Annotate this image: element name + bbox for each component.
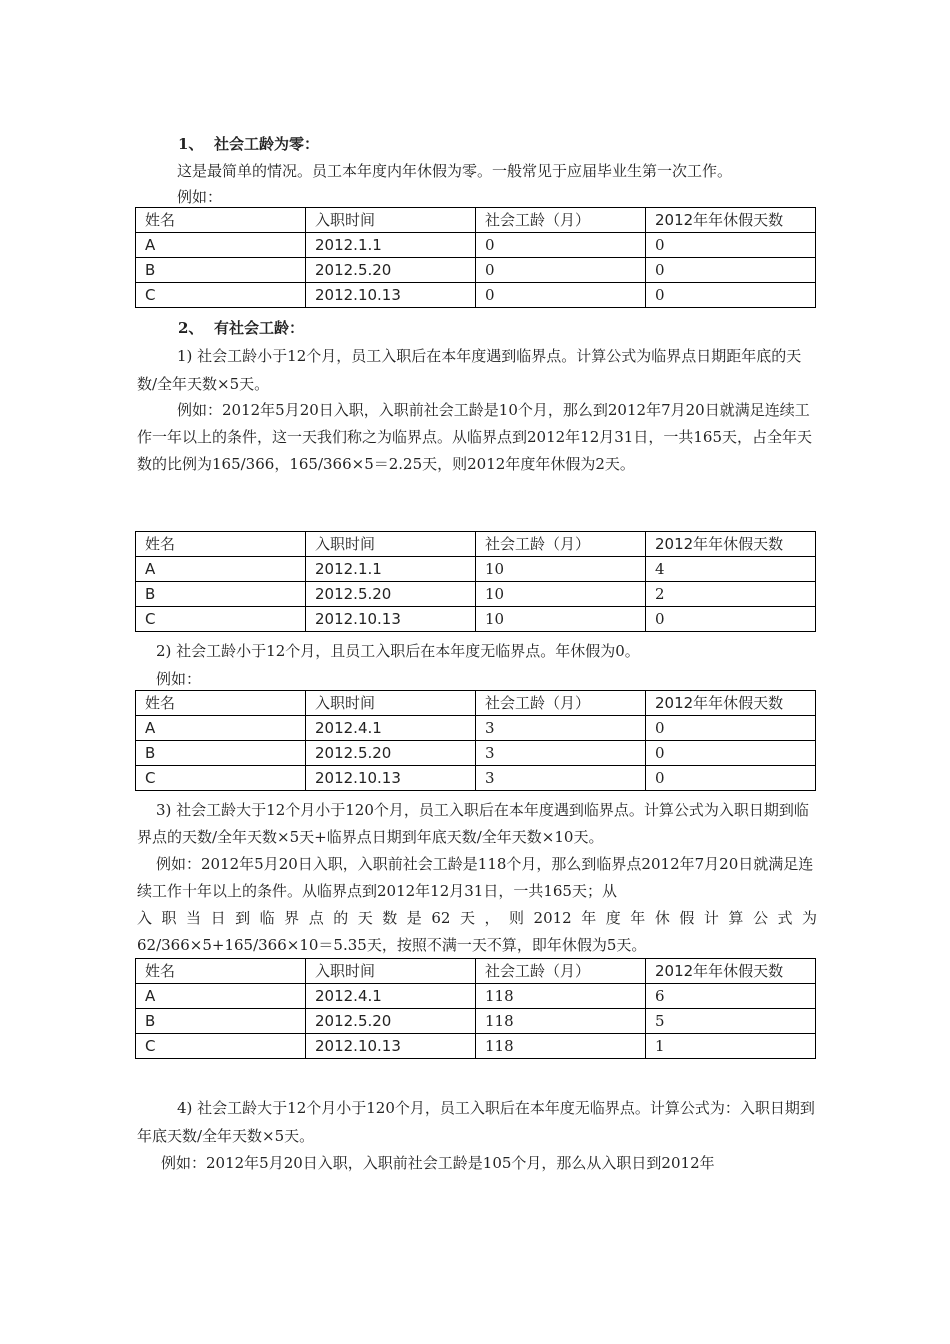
cell-date: 2012.5.20 bbox=[306, 741, 476, 766]
case4-text: 4) 社会工龄大于12个月小于120个月，员工入职后在本年度无临界点。计算公式为：入职日期到年底天数/全年天数×5天。 bbox=[137, 1099, 815, 1145]
cell-name: C bbox=[136, 766, 306, 791]
table-header-row bbox=[136, 691, 816, 716]
cell-date: 2012.5.20 bbox=[306, 582, 476, 607]
cell-date: 2012.10.13 bbox=[306, 607, 476, 632]
case3-example-c: 62/366×5+165/366×10＝5.35天，按照不满一天不算，即年休假为5天。 bbox=[137, 936, 647, 954]
header-name: 姓名 bbox=[136, 959, 306, 984]
cell-months: 3 bbox=[476, 766, 646, 791]
cell-date: 2012.5.20 bbox=[306, 1009, 476, 1034]
case3-example-b: 入职当日到临界点的天数是62天，则2012年度年休假计算公式为 bbox=[137, 909, 817, 927]
cell-name: C bbox=[136, 607, 306, 632]
table1 bbox=[135, 207, 816, 308]
cell-days: 0 bbox=[646, 716, 816, 741]
cell-name: C bbox=[136, 1034, 306, 1059]
table-row bbox=[136, 607, 816, 632]
section2-title: 有社会工龄： bbox=[214, 319, 305, 337]
section1-number: 1、 bbox=[178, 135, 204, 153]
cell-months: 0 bbox=[476, 283, 646, 308]
cell-date: 2012.4.1 bbox=[306, 716, 476, 741]
table-row bbox=[136, 258, 816, 283]
table-row bbox=[136, 766, 816, 791]
table-row bbox=[136, 233, 816, 258]
cell-days: 5 bbox=[646, 1009, 816, 1034]
cell-name: A bbox=[136, 233, 306, 258]
cell-days: 0 bbox=[646, 766, 816, 791]
table-row bbox=[136, 716, 816, 741]
table-row bbox=[136, 1009, 816, 1034]
cell-months: 10 bbox=[476, 582, 646, 607]
case1-example: 例如：2012年5月20日入职，入职前社会工龄是10个月，那么到2012年7月20日就满足连续工作一年以上的条件，这一天我们称之为临界点。从临界点到2012年12月31日，一共165天，占全年天数的比例为165/366，165/366×5＝2.25天，则2012年度年休假为2天。 bbox=[137, 401, 812, 473]
cell-date: 2012.1.1 bbox=[306, 233, 476, 258]
cell-name: A bbox=[136, 984, 306, 1009]
case2-text: 2) 社会工龄小于12个月，且员工入职后在本年度无临界点。年休假为0。 bbox=[156, 642, 640, 660]
cell-name: C bbox=[136, 283, 306, 308]
header-days: 2012年年休假天数 bbox=[646, 532, 816, 557]
header-days: 2012年年休假天数 bbox=[646, 959, 816, 984]
header-months: 社会工龄（月） bbox=[476, 532, 646, 557]
section1-desc: 这是最简单的情况。员工本年度内年休假为零。一般常见于应届毕业生第一次工作。 bbox=[177, 162, 733, 180]
header-days: 2012年年休假天数 bbox=[646, 208, 816, 233]
cell-name: A bbox=[136, 716, 306, 741]
table-row bbox=[136, 582, 816, 607]
table-row bbox=[136, 557, 816, 582]
cell-months: 10 bbox=[476, 557, 646, 582]
cell-days: 4 bbox=[646, 557, 816, 582]
header-name: 姓名 bbox=[136, 208, 306, 233]
cell-date: 2012.4.1 bbox=[306, 984, 476, 1009]
cell-name: B bbox=[136, 741, 306, 766]
table-header-row bbox=[136, 208, 816, 233]
case3-text: 3) 社会工龄大于12个月小于120个月，员工入职后在本年度遇到临界点。计算公式为入职日期到临界点的天数/全年天数×5天+临界点日期到年底天数/全年天数×10天。 bbox=[137, 801, 809, 846]
table-row bbox=[136, 984, 816, 1009]
section1-example-label: 例如： bbox=[177, 188, 223, 206]
cell-months: 118 bbox=[476, 1009, 646, 1034]
cell-months: 118 bbox=[476, 984, 646, 1009]
table3 bbox=[135, 690, 816, 791]
table-row bbox=[136, 283, 816, 308]
header-name: 姓名 bbox=[136, 691, 306, 716]
case2-example-label: 例如： bbox=[156, 670, 202, 688]
section1-heading bbox=[178, 131, 858, 158]
cell-days: 0 bbox=[646, 607, 816, 632]
cell-date: 2012.5.20 bbox=[306, 258, 476, 283]
cell-months: 0 bbox=[476, 233, 646, 258]
table2 bbox=[135, 531, 816, 632]
cell-months: 118 bbox=[476, 1034, 646, 1059]
cell-months: 3 bbox=[476, 741, 646, 766]
cell-days: 0 bbox=[646, 258, 816, 283]
cell-date: 2012.10.13 bbox=[306, 1034, 476, 1059]
header-date: 入职时间 bbox=[306, 959, 476, 984]
cell-date: 2012.1.1 bbox=[306, 557, 476, 582]
header-date: 入职时间 bbox=[306, 208, 476, 233]
cell-date: 2012.10.13 bbox=[306, 766, 476, 791]
section2-heading bbox=[178, 315, 858, 342]
table4 bbox=[135, 958, 816, 1059]
cell-days: 0 bbox=[646, 233, 816, 258]
header-days: 2012年年休假天数 bbox=[646, 691, 816, 716]
header-months: 社会工龄（月） bbox=[476, 691, 646, 716]
cell-days: 0 bbox=[646, 741, 816, 766]
cell-days: 6 bbox=[646, 984, 816, 1009]
table-header-row bbox=[136, 532, 816, 557]
section1-title: 社会工龄为零： bbox=[214, 135, 320, 153]
cell-name: B bbox=[136, 258, 306, 283]
cell-name: B bbox=[136, 1009, 306, 1034]
case3-example-a: 例如：2012年5月20日入职，入职前社会工龄是118个月，那么到临界点2012年7月20日就满足连续工作十年以上的条件。从临界点到2012年12月31日，一共165天；从 bbox=[137, 855, 814, 900]
cell-days: 1 bbox=[646, 1034, 816, 1059]
cell-days: 0 bbox=[646, 283, 816, 308]
header-date: 入职时间 bbox=[306, 532, 476, 557]
cell-months: 3 bbox=[476, 716, 646, 741]
header-name: 姓名 bbox=[136, 532, 306, 557]
case4-example: 例如：2012年5月20日入职，入职前社会工龄是105个月，那么从入职日到2012年 bbox=[161, 1154, 715, 1172]
table-row bbox=[136, 1034, 816, 1059]
cell-months: 0 bbox=[476, 258, 646, 283]
cell-date: 2012.10.13 bbox=[306, 283, 476, 308]
table-row bbox=[136, 741, 816, 766]
cell-name: A bbox=[136, 557, 306, 582]
section2-number: 2、 bbox=[178, 319, 204, 337]
header-date: 入职时间 bbox=[306, 691, 476, 716]
table-header-row bbox=[136, 959, 816, 984]
header-months: 社会工龄（月） bbox=[476, 208, 646, 233]
cell-name: B bbox=[136, 582, 306, 607]
cell-months: 10 bbox=[476, 607, 646, 632]
header-months: 社会工龄（月） bbox=[476, 959, 646, 984]
cell-days: 2 bbox=[646, 582, 816, 607]
case1-text: 1) 社会工龄小于12个月，员工入职后在本年度遇到临界点。计算公式为临界点日期距年底的天数/全年天数×5天。 bbox=[137, 347, 802, 393]
